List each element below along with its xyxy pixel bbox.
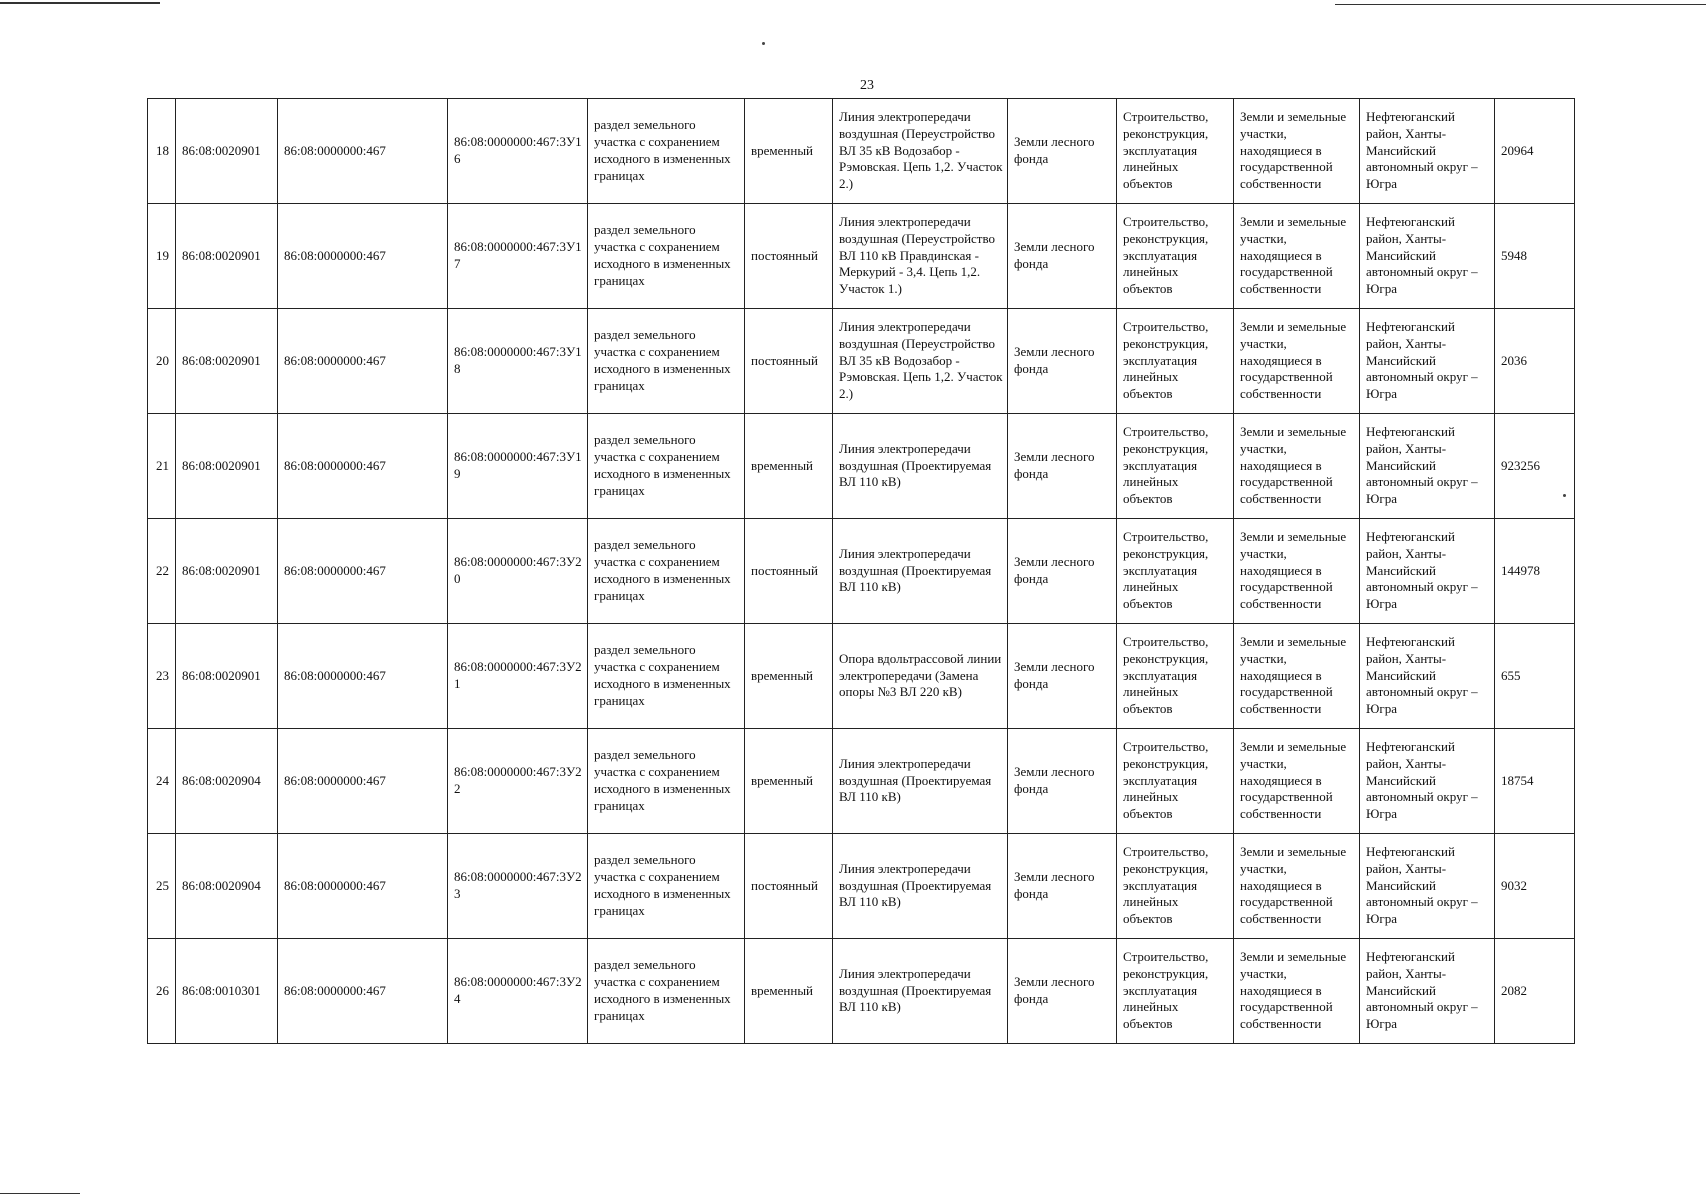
object-name-cell: Линия электропередачи воздушная (Проектируемая ВЛ 110 кВ) — [833, 834, 1008, 939]
cadastral-quarter-cell: 86:08:0020904 — [176, 729, 278, 834]
area-value-cell: 2036 — [1495, 309, 1575, 414]
scan-line-top-left — [0, 2, 160, 4]
area-value-cell: 18754 — [1495, 729, 1575, 834]
cadastral-quarter-cell: 86:08:0020901 — [176, 309, 278, 414]
object-name-cell: Линия электропередачи воздушная (Переустройство ВЛ 35 кВ Водозабор - Рэмовская. Цепь 1,2. Участок 2.) — [833, 309, 1008, 414]
formation-method-cell: раздел земельного участка с сохранением исходного в измененных границах — [588, 414, 745, 519]
plot-designation-cell: 86:08:0000000:467:3У22 — [448, 729, 588, 834]
parent-plot-number-cell: 86:08:0000000:467 — [278, 414, 448, 519]
ownership-form-cell: Земли и земельные участки, находящиеся в государственной собственности — [1234, 834, 1360, 939]
formation-method-cell: раздел земельного участка с сохранением исходного в измененных границах — [588, 99, 745, 204]
ownership-form-cell: Земли и земельные участки, находящиеся в государственной собственности — [1234, 729, 1360, 834]
area-value-cell: 9032 — [1495, 834, 1575, 939]
table-row — [148, 834, 1575, 939]
use-term-cell: временный — [745, 624, 833, 729]
permitted-use-cell: Строительство, реконструкция, эксплуатация линейных объектов — [1117, 834, 1234, 939]
parent-plot-number-cell: 86:08:0000000:467 — [278, 834, 448, 939]
parent-plot-number-cell: 86:08:0000000:467 — [278, 99, 448, 204]
ownership-form-cell: Земли и земельные участки, находящиеся в государственной собственности — [1234, 939, 1360, 1044]
location-cell: Нефтеюганский район, Ханты-Мансийский автономный округ – Югра — [1360, 939, 1495, 1044]
scan-dot — [762, 42, 765, 45]
land-category-cell: Земли лесного фонда — [1008, 204, 1117, 309]
plot-designation-cell: 86:08:0000000:467:3У20 — [448, 519, 588, 624]
plot-designation-cell: 86:08:0000000:467:3У19 — [448, 414, 588, 519]
location-cell: Нефтеюганский район, Ханты-Мансийский автономный округ – Югра — [1360, 834, 1495, 939]
cadastral-quarter-cell: 86:08:0020904 — [176, 834, 278, 939]
permitted-use-cell: Строительство, реконструкция, эксплуатация линейных объектов — [1117, 624, 1234, 729]
ownership-form-cell: Земли и земельные участки, находящиеся в государственной собственности — [1234, 309, 1360, 414]
use-term-cell: временный — [745, 939, 833, 1044]
land-category-cell: Земли лесного фонда — [1008, 939, 1117, 1044]
row-number-cell: 24 — [148, 729, 176, 834]
cadastral-quarter-cell: 86:08:0020901 — [176, 204, 278, 309]
land-category-cell: Земли лесного фонда — [1008, 414, 1117, 519]
ownership-form-cell: Земли и земельные участки, находящиеся в государственной собственности — [1234, 624, 1360, 729]
location-cell: Нефтеюганский район, Ханты-Мансийский автономный округ – Югра — [1360, 204, 1495, 309]
row-number-cell: 23 — [148, 624, 176, 729]
formation-method-cell: раздел земельного участка с сохранением исходного в измененных границах — [588, 519, 745, 624]
area-value-cell: 923256 — [1495, 414, 1575, 519]
area-value-cell: 5948 — [1495, 204, 1575, 309]
use-term-cell: постоянный — [745, 834, 833, 939]
table-row — [148, 624, 1575, 729]
use-term-cell: постоянный — [745, 309, 833, 414]
location-cell: Нефтеюганский район, Ханты-Мансийский автономный округ – Югра — [1360, 99, 1495, 204]
row-number-cell: 21 — [148, 414, 176, 519]
cadastral-quarter-cell: 86:08:0020901 — [176, 519, 278, 624]
table-row — [148, 99, 1575, 204]
row-number-cell: 20 — [148, 309, 176, 414]
formation-method-cell: раздел земельного участка с сохранением исходного в измененных границах — [588, 624, 745, 729]
location-cell: Нефтеюганский район, Ханты-Мансийский автономный округ – Югра — [1360, 414, 1495, 519]
page-number: 23 — [860, 78, 874, 93]
plot-designation-cell: 86:08:0000000:467:3У17 — [448, 204, 588, 309]
permitted-use-cell: Строительство, реконструкция, эксплуатация линейных объектов — [1117, 309, 1234, 414]
use-term-cell: постоянный — [745, 204, 833, 309]
parent-plot-number-cell: 86:08:0000000:467 — [278, 309, 448, 414]
parent-plot-number-cell: 86:08:0000000:467 — [278, 939, 448, 1044]
table-body — [148, 99, 1575, 1044]
formation-method-cell: раздел земельного участка с сохранением исходного в измененных границах — [588, 309, 745, 414]
area-value-cell: 144978 — [1495, 519, 1575, 624]
location-cell: Нефтеюганский район, Ханты-Мансийский автономный округ – Югра — [1360, 729, 1495, 834]
permitted-use-cell: Строительство, реконструкция, эксплуатация линейных объектов — [1117, 519, 1234, 624]
parent-plot-number-cell: 86:08:0000000:467 — [278, 624, 448, 729]
use-term-cell: временный — [745, 99, 833, 204]
table-row — [148, 414, 1575, 519]
cadastral-quarter-cell: 86:08:0020901 — [176, 624, 278, 729]
object-name-cell: Линия электропередачи воздушная (Переустройство ВЛ 35 кВ Водозабор - Рэмовская. Цепь 1,2. Участок 2.) — [833, 99, 1008, 204]
row-number-cell: 22 — [148, 519, 176, 624]
permitted-use-cell: Строительство, реконструкция, эксплуатация линейных объектов — [1117, 204, 1234, 309]
table-row — [148, 519, 1575, 624]
permitted-use-cell: Строительство, реконструкция, эксплуатация линейных объектов — [1117, 729, 1234, 834]
table-row — [148, 204, 1575, 309]
formation-method-cell: раздел земельного участка с сохранением исходного в измененных границах — [588, 204, 745, 309]
object-name-cell: Линия электропередачи воздушная (Проектируемая ВЛ 110 кВ) — [833, 729, 1008, 834]
permitted-use-cell: Строительство, реконструкция, эксплуатация линейных объектов — [1117, 414, 1234, 519]
parent-plot-number-cell: 86:08:0000000:467 — [278, 729, 448, 834]
table-row — [148, 309, 1575, 414]
location-cell: Нефтеюганский район, Ханты-Мансийский автономный округ – Югра — [1360, 624, 1495, 729]
table-row — [148, 939, 1575, 1044]
use-term-cell: временный — [745, 729, 833, 834]
use-term-cell: постоянный — [745, 519, 833, 624]
land-category-cell: Земли лесного фонда — [1008, 519, 1117, 624]
object-name-cell: Опора вдольтрассовой линии электропередачи (Замена опоры №3 ВЛ 220 кВ) — [833, 624, 1008, 729]
scan-line-top-right — [1335, 4, 1706, 5]
formation-method-cell: раздел земельного участка с сохранением исходного в измененных границах — [588, 729, 745, 834]
plot-designation-cell: 86:08:0000000:467:3У16 — [448, 99, 588, 204]
object-name-cell: Линия электропередачи воздушная (Проектируемая ВЛ 110 кВ) — [833, 939, 1008, 1044]
use-term-cell: временный — [745, 414, 833, 519]
permitted-use-cell: Строительство, реконструкция, эксплуатация линейных объектов — [1117, 939, 1234, 1044]
permitted-use-cell: Строительство, реконструкция, эксплуатация линейных объектов — [1117, 99, 1234, 204]
parent-plot-number-cell: 86:08:0000000:467 — [278, 204, 448, 309]
area-value-cell: 655 — [1495, 624, 1575, 729]
cadastral-quarter-cell: 86:08:0020901 — [176, 414, 278, 519]
table-row — [148, 729, 1575, 834]
cadastral-quarter-cell: 86:08:0010301 — [176, 939, 278, 1044]
ownership-form-cell: Земли и земельные участки, находящиеся в государственной собственности — [1234, 99, 1360, 204]
land-plots-table — [147, 98, 1575, 1044]
scan-line-bottom-left — [0, 1193, 80, 1194]
ownership-form-cell: Земли и земельные участки, находящиеся в государственной собственности — [1234, 204, 1360, 309]
land-category-cell: Земли лесного фонда — [1008, 729, 1117, 834]
area-value-cell: 20964 — [1495, 99, 1575, 204]
land-category-cell: Земли лесного фонда — [1008, 309, 1117, 414]
object-name-cell: Линия электропередачи воздушная (Проектируемая ВЛ 110 кВ) — [833, 414, 1008, 519]
land-category-cell: Земли лесного фонда — [1008, 834, 1117, 939]
ownership-form-cell: Земли и земельные участки, находящиеся в государственной собственности — [1234, 519, 1360, 624]
plot-designation-cell: 86:08:0000000:467:3У21 — [448, 624, 588, 729]
ownership-form-cell: Земли и земельные участки, находящиеся в государственной собственности — [1234, 414, 1360, 519]
row-number-cell: 18 — [148, 99, 176, 204]
row-number-cell: 25 — [148, 834, 176, 939]
land-category-cell: Земли лесного фонда — [1008, 624, 1117, 729]
object-name-cell: Линия электропередачи воздушная (Проектируемая ВЛ 110 кВ) — [833, 519, 1008, 624]
plot-designation-cell: 86:08:0000000:467:3У23 — [448, 834, 588, 939]
parent-plot-number-cell: 86:08:0000000:467 — [278, 519, 448, 624]
plot-designation-cell: 86:08:0000000:467:3У18 — [448, 309, 588, 414]
formation-method-cell: раздел земельного участка с сохранением исходного в измененных границах — [588, 834, 745, 939]
cadastral-quarter-cell: 86:08:0020901 — [176, 99, 278, 204]
location-cell: Нефтеюганский район, Ханты-Мансийский автономный округ – Югра — [1360, 309, 1495, 414]
plot-designation-cell: 86:08:0000000:467:3У24 — [448, 939, 588, 1044]
land-category-cell: Земли лесного фонда — [1008, 99, 1117, 204]
row-number-cell: 26 — [148, 939, 176, 1044]
object-name-cell: Линия электропередачи воздушная (Переустройство ВЛ 110 кВ Правдинская - Меркурий - 3,4. Цепь 1,2. Участок 1.) — [833, 204, 1008, 309]
location-cell: Нефтеюганский район, Ханты-Мансийский автономный округ – Югра — [1360, 519, 1495, 624]
row-number-cell: 19 — [148, 204, 176, 309]
formation-method-cell: раздел земельного участка с сохранением исходного в измененных границах — [588, 939, 745, 1044]
area-value-cell: 2082 — [1495, 939, 1575, 1044]
